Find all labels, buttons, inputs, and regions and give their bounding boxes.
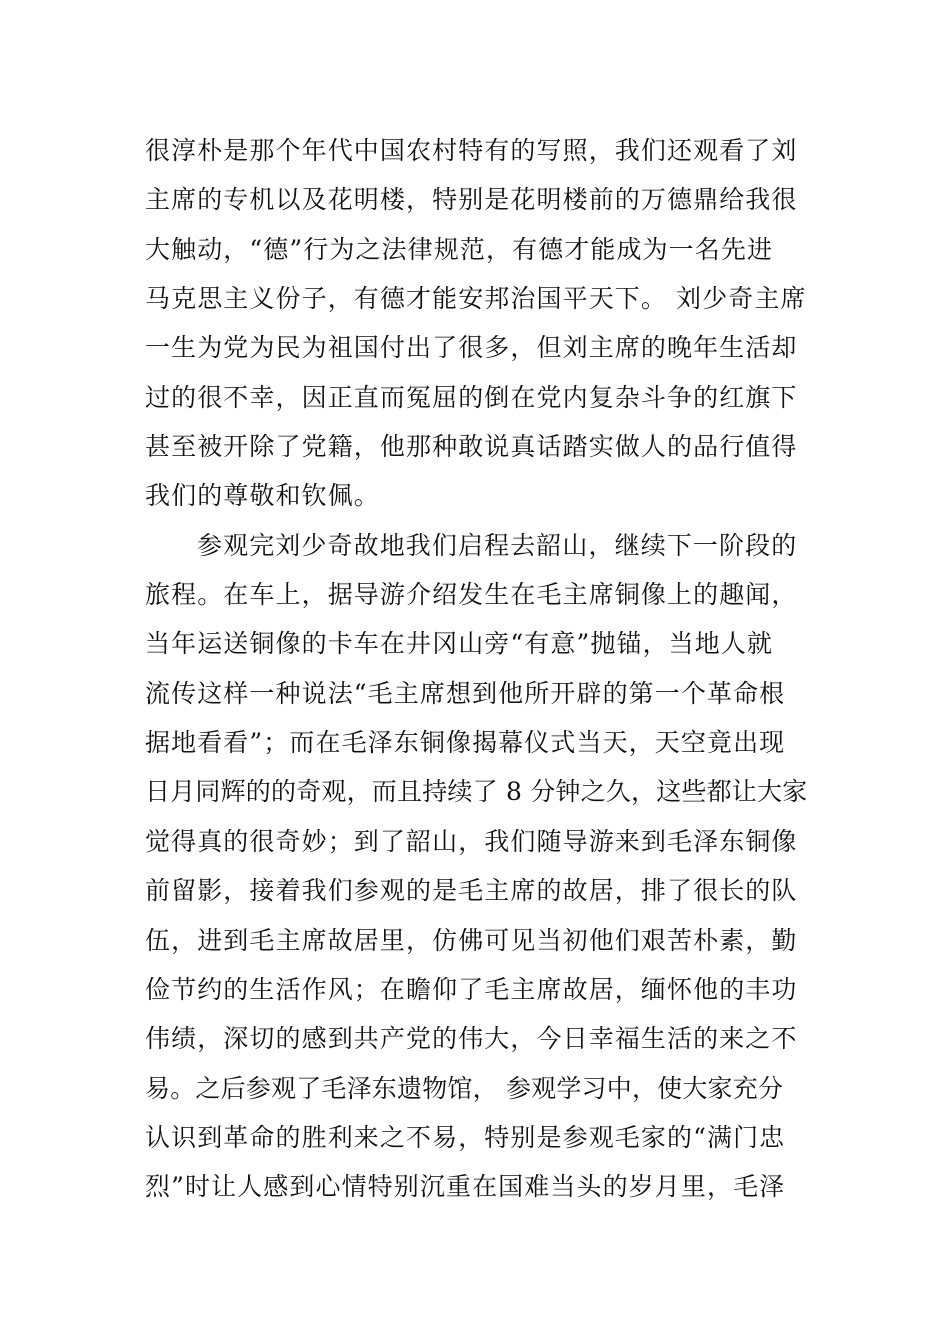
text-line: 当年运送铜像的卡车在井冈山旁“有意”抛锚，当地人就 (145, 629, 774, 659)
text-line: 伍，进到毛主席故居里，仿佛可见当初他们艰苦朴素，勤 (145, 925, 798, 955)
text-line: 据地看看”；而在毛泽东铜像揭幕仪式当天，天空竟出现 (145, 728, 786, 758)
text-line: 前留影，接着我们参观的是毛主席的故居，排了很长的队 (145, 876, 798, 906)
text-line: 觉得真的很奇妙；到了韶山，我们随导游来到毛泽东铜像 (145, 826, 798, 856)
text-line: 马克思主义份子，有德才能安邦治国平天下。 刘少奇主席 (145, 284, 807, 314)
text-line: 认识到革命的胜利来之不易，特别是参观毛家的“满门忠 (145, 1122, 786, 1152)
body-text (145, 126, 825, 1212)
paragraph-start-line: 参观完刘少奇故地我们启程去韶山，继续下一阶段的 (197, 530, 798, 560)
text-line: 主席的专机以及花明楼，特别是花明楼前的万德鼎给我很 (145, 185, 798, 215)
text-line: 俭节约的生活作风；在瞻仰了毛主席故居，缅怀他的丰功 (145, 974, 798, 1004)
text-line: 旅程。在车上，据导游介绍发生在毛主席铜像上的趣闻， (145, 580, 798, 610)
text-line: 甚至被开除了党籍，他那种敢说真话踏实做人的品行值得 (145, 432, 798, 462)
text-line: 日月同辉的的奇观，而且持续了 8 分钟之久，这些都让大家 (145, 777, 808, 807)
text-line: 过的很不幸，因正直而冤屈的倒在党内复杂斗争的红旗下 (145, 382, 798, 412)
text-line: 烈”时让人感到心情特别沉重在国难当头的岁月里，毛泽 (145, 1172, 786, 1202)
text-line: 流传这样一种说法“毛主席想到他所开辟的第一个革命根 (145, 678, 786, 708)
text-line: 易。之后参观了毛泽东遗物馆， 参观学习中，使大家充分 (145, 1073, 784, 1103)
text-line: 伟绩，深切的感到共产党的伟大，今日幸福生活的来之不 (145, 1024, 798, 1054)
text-line: 大触动，“德”行为之法律规范，有德才能成为一名先进 (145, 234, 774, 264)
text-line: 我们的尊敬和钦佩。 (145, 481, 380, 511)
text-line: 很淳朴是那个年代中国农村特有的写照，我们还观看了刘 (145, 136, 798, 165)
text-line: 一生为党为民为祖国付出了很多，但刘主席的晚年生活却 (145, 333, 798, 363)
